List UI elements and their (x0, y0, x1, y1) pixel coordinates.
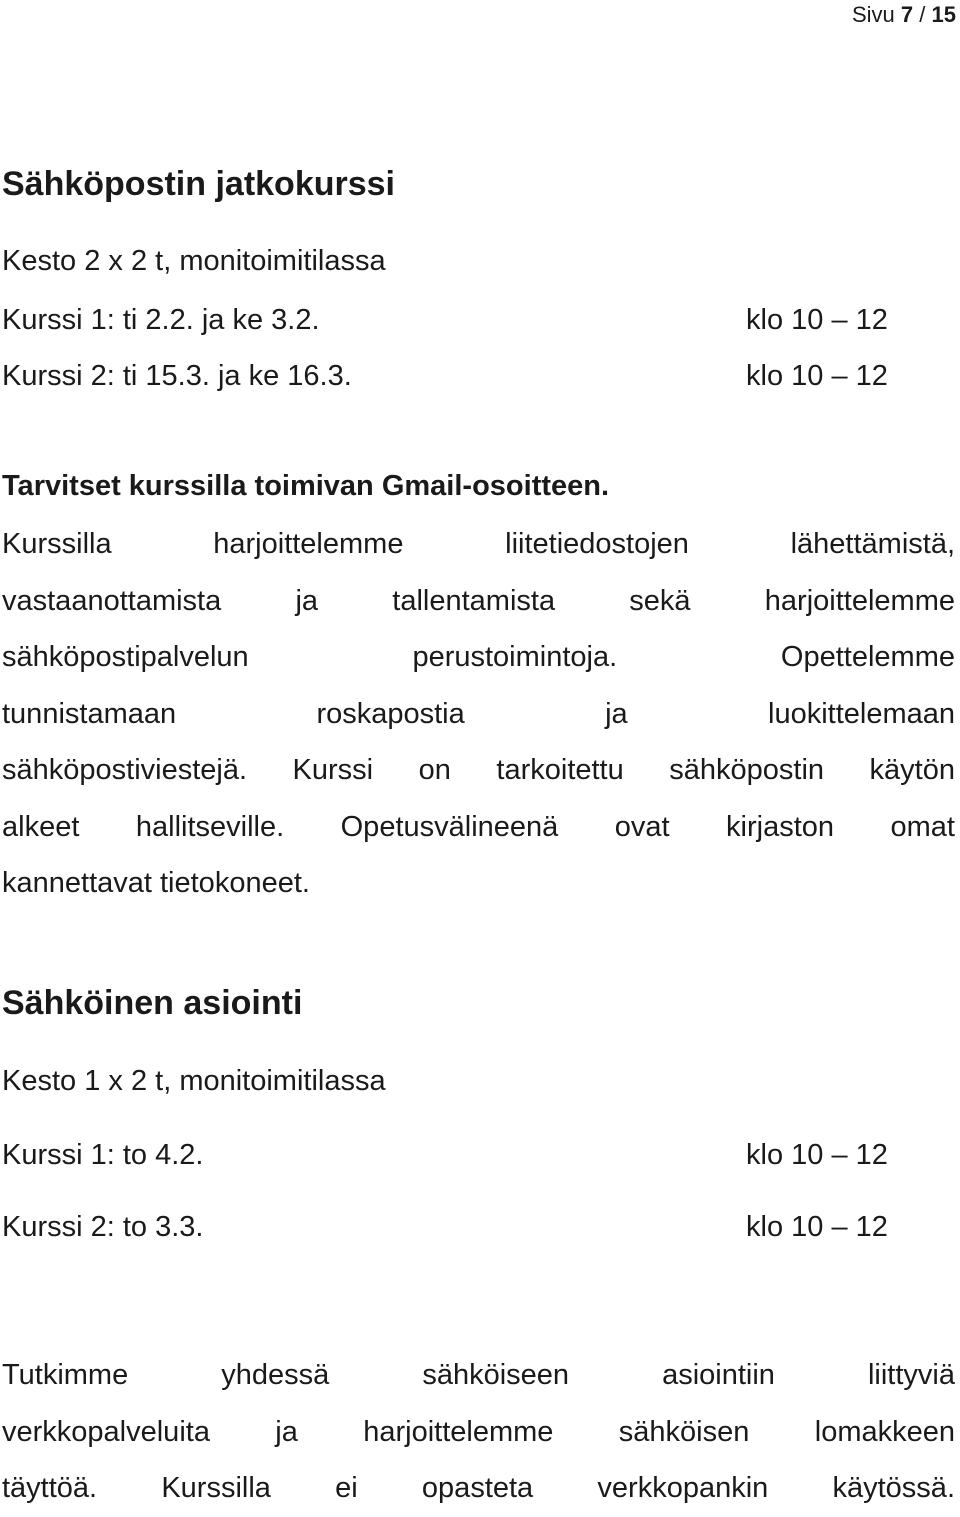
description-line: täyttöä. Kurssilla ei opasteta verkkopankin käytössä. (2, 1472, 955, 1504)
course-session-2-time: klo 10 – 12 (746, 360, 888, 392)
section-title-email-course: Sähköpostin jatkokurssi (2, 165, 395, 203)
section-title-e-services: Sähköinen asiointi (2, 984, 303, 1022)
course-duration: Kesto 1 x 2 t, monitoimitilassa (2, 1065, 386, 1097)
page-total: 15 (931, 2, 956, 27)
course-session-1: Kurssi 1: ti 2.2. ja ke 3.2. (2, 304, 320, 336)
description-line: Tutkimme yhdessä sähköiseen asiointiin liittyviä (2, 1359, 955, 1391)
course-session-1: Kurssi 1: to 4.2. (2, 1139, 204, 1171)
description-line: alkeet hallitseville. Opetusvälineenä ovat kirjaston omat (2, 810, 955, 843)
description-line: sähköpostiviestejä. Kurssi on tarkoitettu sähköpostin käytön (2, 754, 955, 786)
description-line: vastaanottamista ja tallentamista sekä harjoittelemme (2, 584, 955, 617)
page-current: 7 (900, 2, 914, 27)
description-line: sähköpostipalvelun perustoimintoja. Opettelemme (2, 641, 955, 673)
course-session-1-time: klo 10 – 12 (746, 304, 888, 336)
course-description (2, 1347, 955, 1517)
course-session-2: Kurssi 2: ti 15.3. ja ke 16.3. (2, 360, 352, 392)
description-line: Kurssilla harjoittelemme liitetiedostojen lähettämistä, (2, 528, 955, 560)
description-line: kannettavat tietokoneet. (2, 867, 310, 899)
course-session-2-time: klo 10 – 12 (746, 1211, 888, 1243)
page-separator: / (919, 2, 926, 27)
course-requirement: Tarvitset kurssilla toimivan Gmail-osoitteen. (2, 470, 610, 502)
course-description (2, 516, 955, 912)
page-label: Sivu (851, 2, 895, 27)
course-session-2: Kurssi 2: to 3.3. (2, 1211, 204, 1243)
course-session-1-time: klo 10 – 12 (746, 1139, 888, 1171)
course-duration: Kesto 2 x 2 t, monitoimitilassa (2, 245, 386, 277)
page-number (852, 2, 956, 28)
description-line: tunnistamaan roskapostia ja luokittelemaan (2, 697, 955, 730)
description-line: verkkopalveluita ja harjoittelemme sähköisen lomakkeen (2, 1415, 955, 1448)
